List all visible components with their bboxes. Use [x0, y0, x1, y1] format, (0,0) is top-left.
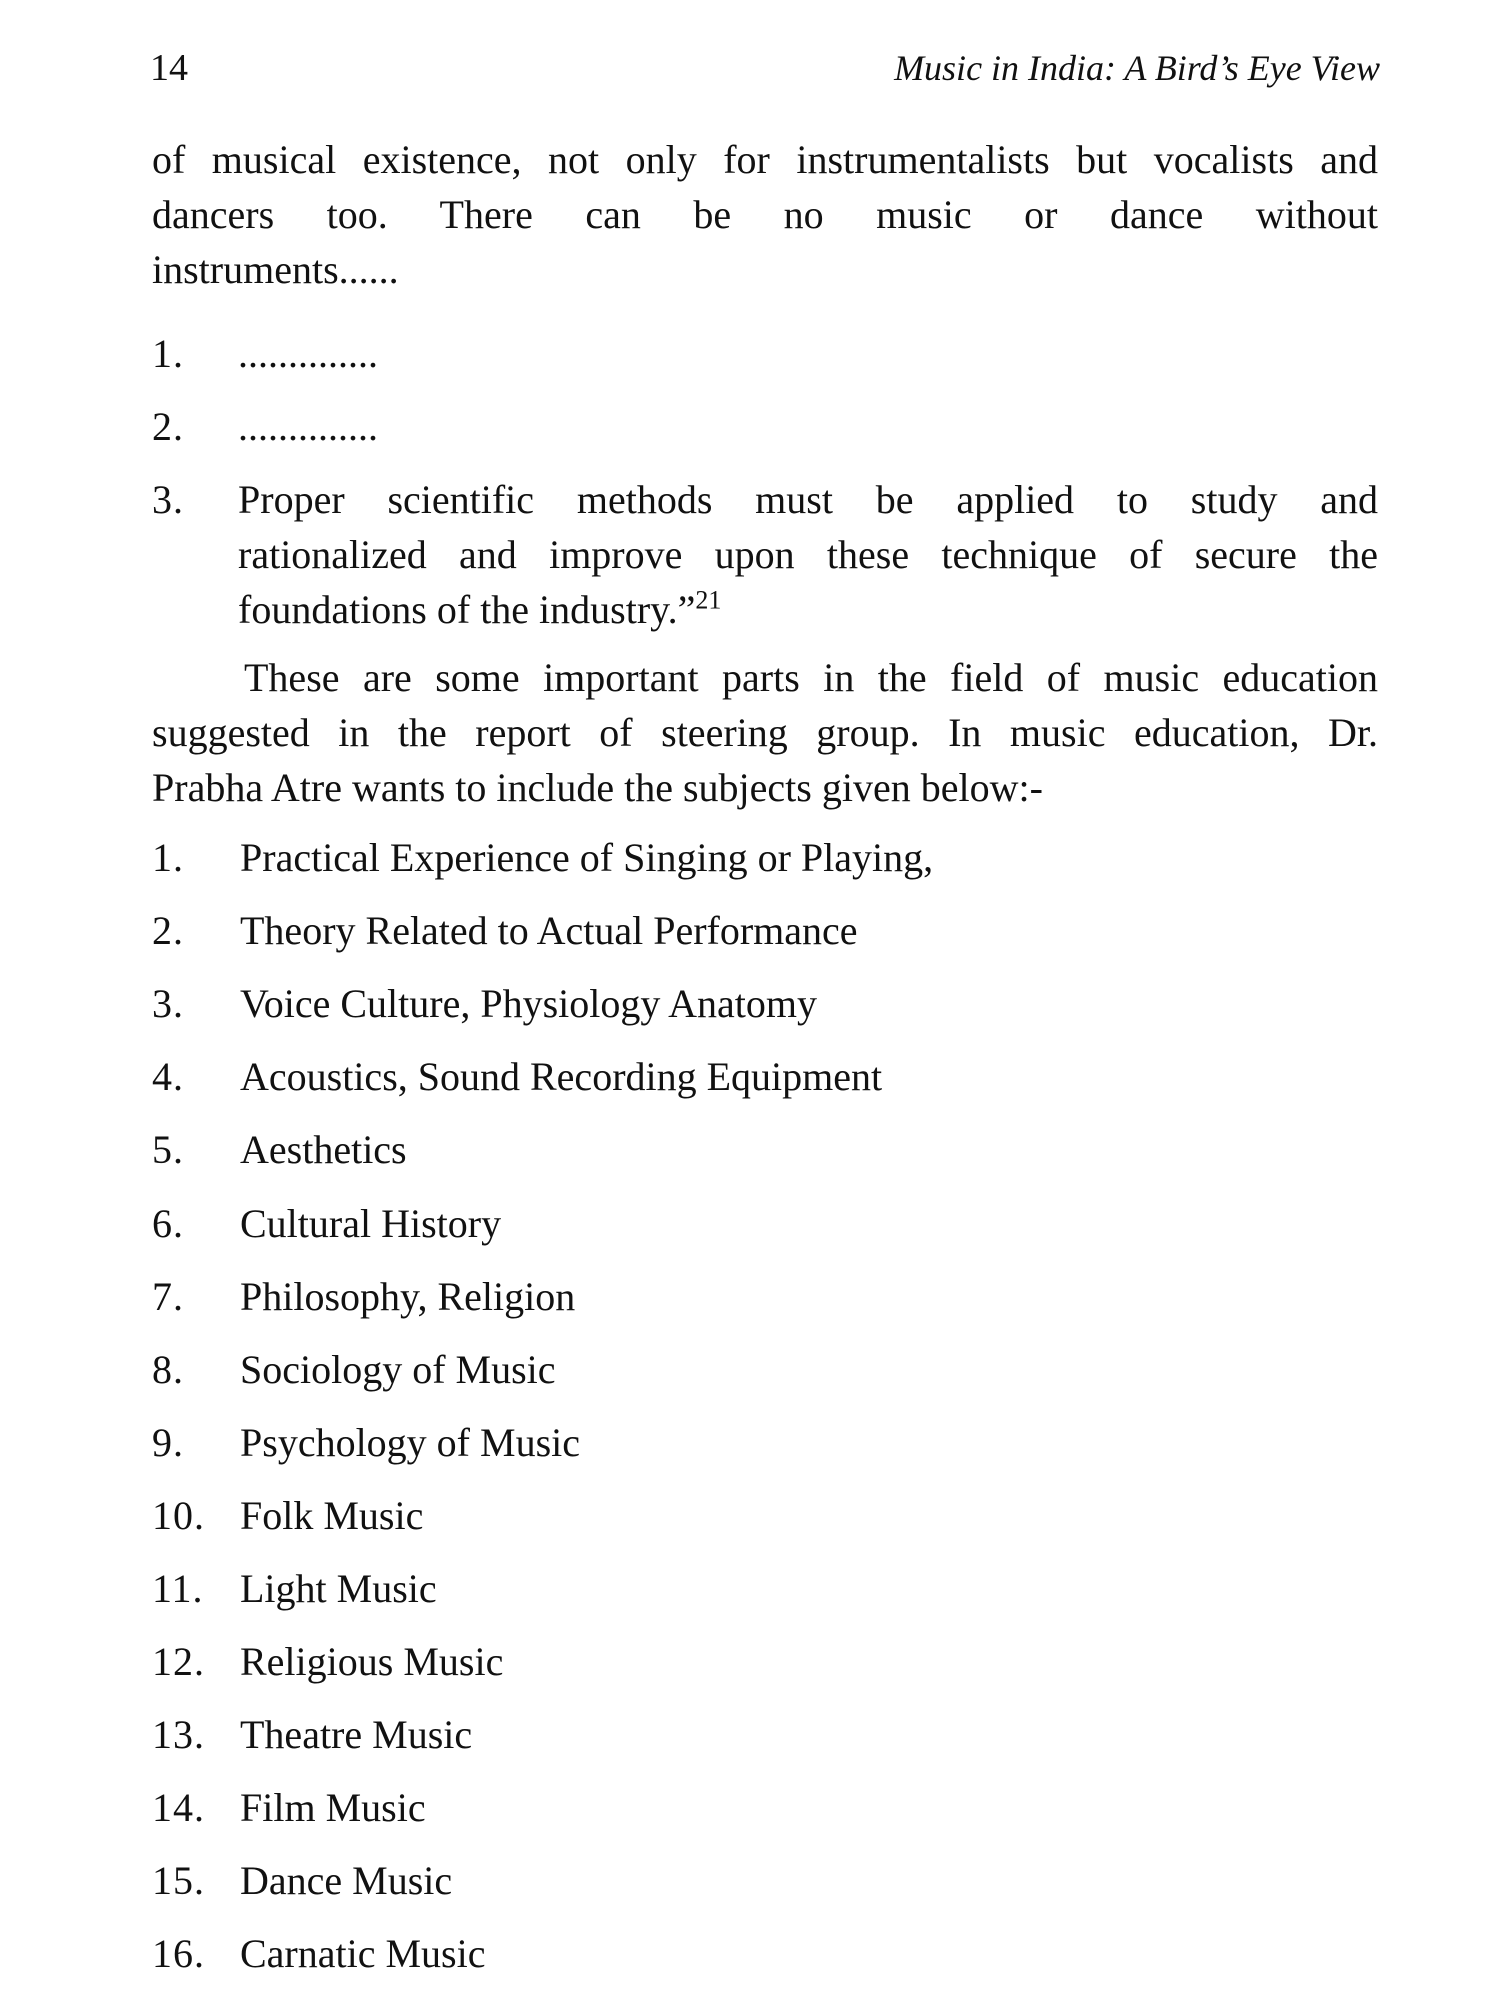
paragraph-line: Prabha Atre wants to include the subjects given below:- — [152, 765, 1043, 810]
page-number: 14 — [150, 47, 188, 89]
list-item-number: 10. — [152, 1493, 205, 1538]
list-item-line: Proper scientific methods must be applied to study and — [238, 477, 1378, 522]
list-item-text: Light Music — [240, 1566, 437, 1611]
list-item-number: 4. — [152, 1054, 184, 1099]
list-item — [152, 976, 1378, 1031]
list-item-line-text: foundations of the industry.” — [238, 587, 696, 632]
list-item — [152, 1561, 1378, 1616]
list-item-number: 14. — [152, 1785, 205, 1830]
list-item — [152, 830, 1378, 885]
list-item-text: Philosophy, Religion — [240, 1274, 576, 1319]
paragraph-line: suggested in the report of steering group. In music education, Dr. — [152, 710, 1378, 755]
list-item-text: Voice Culture, Physiology Anatomy — [240, 981, 818, 1026]
list-item — [152, 1926, 1378, 1981]
list-item-number: 1. — [152, 331, 184, 376]
list-item — [152, 1049, 1378, 1104]
paragraph-line: of musical existence, not only for instrumentalists but vocalists and — [152, 137, 1378, 182]
list-item-text: Film Music — [240, 1785, 426, 1830]
list-item-text: Psychology of Music — [240, 1420, 580, 1465]
list-item-number: 15. — [152, 1858, 205, 1903]
list-item — [152, 1780, 1378, 1835]
running-head — [150, 38, 1380, 98]
list-item-number: 6. — [152, 1201, 184, 1246]
list-item-number: 2. — [152, 404, 184, 449]
list-item — [152, 1122, 1378, 1177]
list-item-number: 11. — [152, 1566, 204, 1611]
list-item-text: .............. — [238, 404, 378, 449]
footnote-reference: 21 — [695, 585, 722, 615]
list-item-number: 3. — [152, 477, 184, 522]
paragraph-line: dancers too. There can be no music or dance without — [152, 192, 1378, 237]
list-item-text: Theory Related to Actual Performance — [240, 908, 858, 953]
list-item-number: 16. — [152, 1931, 205, 1976]
list-item-text — [238, 472, 1378, 637]
second-paragraph — [152, 650, 1378, 815]
list-item-number: 13. — [152, 1712, 205, 1757]
list-item-text: .............. — [238, 331, 378, 376]
list-item — [152, 903, 1378, 958]
list-item — [152, 1342, 1378, 1397]
list-item — [152, 1707, 1378, 1762]
list-item-text: Folk Music — [240, 1493, 424, 1538]
paragraph-line: instruments...... — [152, 247, 399, 292]
list-item-number: 7. — [152, 1274, 184, 1319]
list-item — [152, 1415, 1378, 1470]
list-item — [152, 1634, 1378, 1689]
list-item-text: Practical Experience of Singing or Playing, — [240, 835, 934, 880]
list-item-text: Cultural History — [240, 1201, 502, 1246]
list-item-number: 3. — [152, 981, 184, 1026]
list-item-text: Theatre Music — [240, 1712, 473, 1757]
list-item-line — [238, 582, 1378, 637]
continued-paragraph — [152, 132, 1378, 297]
book-title: Music in India: A Bird’s Eye View — [894, 48, 1380, 88]
list-item-number: 12. — [152, 1639, 205, 1684]
list-item-number: 8. — [152, 1347, 184, 1392]
list-item-text: Religious Music — [240, 1639, 504, 1684]
list-item-number: 5. — [152, 1127, 184, 1172]
list-item-text: Sociology of Music — [240, 1347, 556, 1392]
list-item-text: Carnatic Music — [240, 1931, 486, 1976]
list-item-number: 2. — [152, 908, 184, 953]
list-item-text: Dance Music — [240, 1858, 453, 1903]
list-item — [152, 1488, 1378, 1543]
list-item-line: rationalized and improve upon these technique of secure the — [238, 532, 1378, 577]
list-item-number: 9. — [152, 1420, 184, 1465]
paragraph-line: These are some important parts in the field of music education — [244, 655, 1378, 700]
list-item-text: Acoustics, Sound Recording Equipment — [240, 1054, 883, 1099]
list-item-text: Aesthetics — [240, 1127, 407, 1172]
list-item — [152, 1196, 1378, 1251]
list-item-number: 1. — [152, 835, 184, 880]
list-item — [152, 1853, 1378, 1908]
list-item — [152, 1269, 1378, 1324]
